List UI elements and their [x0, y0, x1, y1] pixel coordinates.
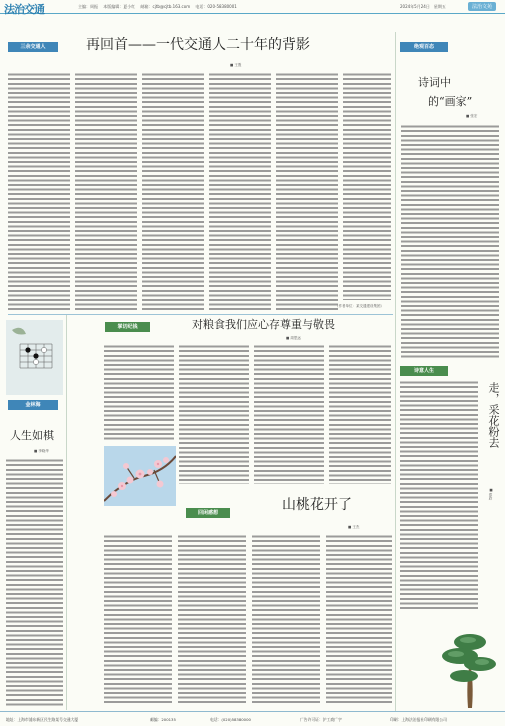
sidebar-bottom-section-tag: 诗意人生 [400, 366, 448, 376]
article1-bottom-rule [8, 314, 393, 315]
header-meta: 主编：周振 本版编辑：夏小红 邮箱：cjtb@cjtb.163.com 电话：020-58380001 [78, 4, 237, 9]
article3-column-2 [178, 534, 246, 704]
right-sidebar-rule [395, 32, 396, 712]
left-sidebar-rule [66, 315, 67, 710]
sidebar-left-section-tag: 金林海 [8, 400, 58, 410]
header-date: 2024年5月24日 星期五 [400, 4, 446, 9]
sidebar-top-headline-line1: 诗词中 [418, 76, 451, 89]
peach-blossom-photo [104, 446, 176, 506]
article1-column-3 [142, 72, 204, 310]
article3-column-3 [252, 534, 320, 704]
article2-byline: ■ 周思远 [286, 336, 301, 340]
article3-column-4 [326, 534, 392, 704]
footer-phone: 电话：(020)58380000 [210, 717, 251, 722]
go-board-illustration [6, 320, 63, 395]
footer-address: 地址：上海市浦东新区民生路某号交通大厦 [6, 717, 79, 722]
page-footer [0, 711, 505, 726]
header-section-label: 法治文苑 [468, 2, 496, 11]
footer-license: 广告许可证：沪工商广字 [300, 717, 342, 722]
sidebar-bottom-text [400, 380, 478, 610]
article3-column-1 [104, 534, 172, 704]
sidebar-left-byline: ■ 李晓华 [34, 449, 49, 453]
article1-section-tag: 三余交通人 [8, 42, 58, 52]
sidebar-top-headline-line2: 的“画家” [428, 95, 473, 108]
article1-byline: ■ 王胜 [230, 63, 242, 67]
article1-column-1 [8, 72, 70, 310]
sidebar-bottom-headline: 走，采花粉去 [487, 382, 500, 448]
article3-byline: ■ 王杰 [348, 525, 360, 529]
article1-column-2 [75, 72, 137, 310]
article2-column-1 [104, 344, 174, 442]
sidebar-top-section-tag: 绝观百态 [400, 42, 448, 52]
article1-column-5 [276, 72, 338, 310]
article2-section-tag: 掌切纪钱 [105, 322, 150, 332]
article1-column-6 [343, 72, 391, 300]
footer-printer: 印刷：上海法治报社印刷有限公司 [390, 717, 447, 722]
article2-headline: 对粮食我们应心存尊重与敬畏 [192, 318, 335, 331]
article2-column-4 [329, 344, 391, 484]
pine-tree-illustration [440, 622, 500, 708]
article1-headline: 再回首——一代交通人二十年的背影 [86, 37, 310, 53]
sidebar-left-text [6, 458, 63, 706]
article1-end-note: （作者单位：某交通建设集团） [335, 304, 384, 308]
article2-column-3 [254, 344, 324, 484]
article3-headline: 山桃花开了 [282, 497, 352, 513]
newspaper-logo: 法治交通 [4, 3, 44, 16]
article3-section-tag: 回闲感想 [186, 508, 230, 518]
sidebar-top-text [401, 124, 499, 359]
article1-column-4 [209, 72, 271, 310]
sidebar-left-headline: 人生如棋 [10, 429, 54, 442]
article2-column-2 [179, 344, 249, 484]
sidebar-top-byline: ■ 张宏 [466, 114, 478, 118]
footer-postcode: 邮编：200135 [150, 717, 176, 722]
sidebar-bottom-byline: ■ 郑欣 [489, 488, 493, 501]
